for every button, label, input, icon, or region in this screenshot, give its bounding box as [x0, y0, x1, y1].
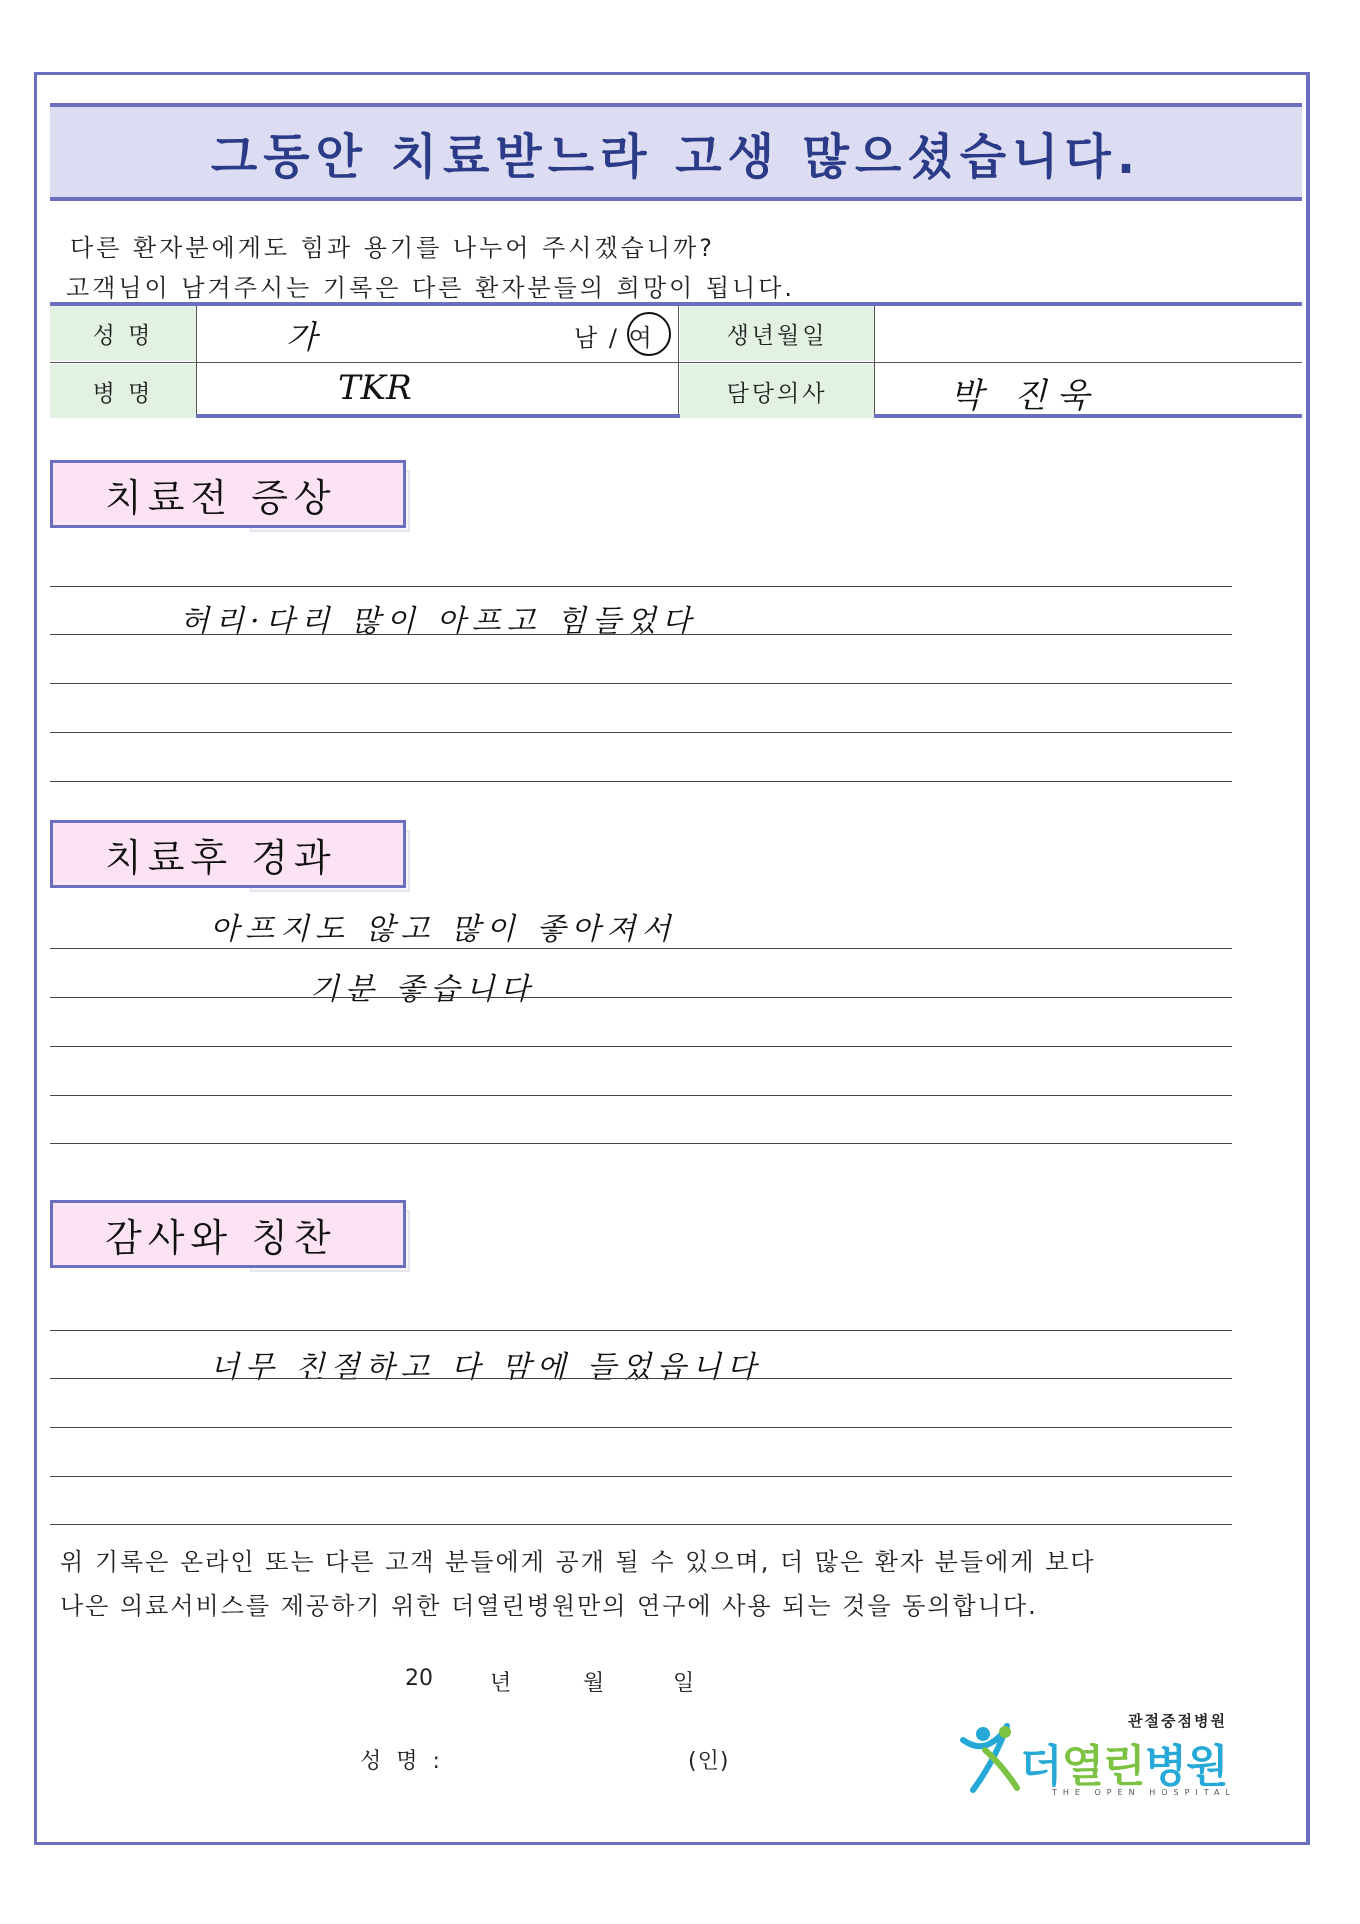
intro-text: [66, 228, 796, 308]
doctor-value: 박 진욱: [950, 376, 1100, 416]
signature-seal: (인): [688, 1749, 730, 1774]
writing-line: [50, 1330, 1232, 1331]
disease-value: TKR: [338, 368, 412, 408]
logo-tagline: 관절중점병원: [1128, 1712, 1227, 1730]
info-divider-3: [874, 306, 875, 414]
disease-label: 병 명: [50, 364, 196, 418]
writing-line: [50, 634, 1232, 635]
writing-line: [50, 997, 1232, 998]
date-day: 일: [673, 1671, 695, 1696]
date-year: 년: [490, 1671, 512, 1696]
info-row-divider: [50, 362, 1302, 363]
thanks-title: 감사와 칭찬: [105, 1215, 337, 1260]
page-title: 그동안 치료받느라 고생 많으셨습니다.: [210, 128, 1142, 185]
info-divider-2: [678, 306, 679, 414]
writing-line: [50, 1046, 1232, 1047]
thanks-heading: [50, 1200, 406, 1268]
logo-name-part-1: 더: [1020, 1741, 1062, 1792]
gender-female: 여: [628, 324, 654, 352]
writing-line: [50, 781, 1232, 782]
writing-line: [50, 948, 1232, 949]
after-line-2: 기분 좋습니다: [310, 972, 536, 1007]
writing-line: [50, 1427, 1232, 1428]
writing-line: [50, 1476, 1232, 1477]
patient-info-table: [50, 302, 1302, 418]
after-treatment-title: 치료후 경과: [105, 835, 337, 880]
intro-line-1: 다른 환자분에게도 힘과 용기를 나누어 주시겠습니까?: [70, 234, 715, 262]
name-label: 성 명: [50, 306, 196, 361]
name-value: 가: [286, 318, 317, 356]
writing-line: [50, 1378, 1232, 1379]
after-treatment-heading: [50, 820, 406, 888]
logo-name-part-2: 열린: [1061, 1741, 1145, 1792]
writing-line: [50, 1095, 1232, 1096]
logo-name: [1020, 1730, 1228, 1794]
signature-label: 성 명 :: [360, 1749, 444, 1774]
gender-separator: /: [608, 324, 619, 352]
writing-line: [50, 1143, 1232, 1144]
before-treatment-title: 치료전 증상: [105, 475, 337, 520]
gender-male: 남: [574, 324, 600, 352]
after-line-1: 아프지도 않고 많이 좋아져서: [210, 912, 677, 947]
info-divider-1: [196, 306, 197, 414]
doctor-label: 담당의사: [680, 364, 874, 418]
logo-name-part-3: 병원: [1144, 1741, 1228, 1792]
consent-line-1: 위 기록은 온라인 또는 다른 고객 분들에게 공개 될 수 있으며, 더 많은 환자 분들에게 보다: [60, 1548, 1096, 1576]
date-month: 월: [583, 1671, 605, 1696]
writing-line: [50, 1524, 1232, 1525]
consent-line-2: 나은 의료서비스를 제공하기 위한 더열린병원만의 연구에 사용 되는 것을 동의합니다.: [60, 1592, 1038, 1620]
intro-line-2: 고객님이 남겨주시는 기록은 다른 환자분들의 희망이 됩니다.: [66, 274, 796, 302]
writing-line: [50, 586, 1232, 587]
gender-selected-circle: [627, 312, 671, 356]
date-year-prefix: 20: [405, 1666, 433, 1691]
birth-label: 생년월일: [680, 306, 874, 361]
consent-text: [60, 1540, 1096, 1628]
thanks-line-2: 너무 친절하고 다 맘에 들었읍니다: [210, 1350, 762, 1385]
before-treatment-heading: [50, 460, 406, 528]
before-line-2: 허리·다리 많이 아프고 힘들었다: [180, 604, 697, 639]
writing-line: [50, 683, 1232, 684]
logo-english: THE OPEN HOSPITAL: [1052, 1788, 1236, 1797]
writing-line: [50, 732, 1232, 733]
title-banner: [50, 103, 1302, 201]
